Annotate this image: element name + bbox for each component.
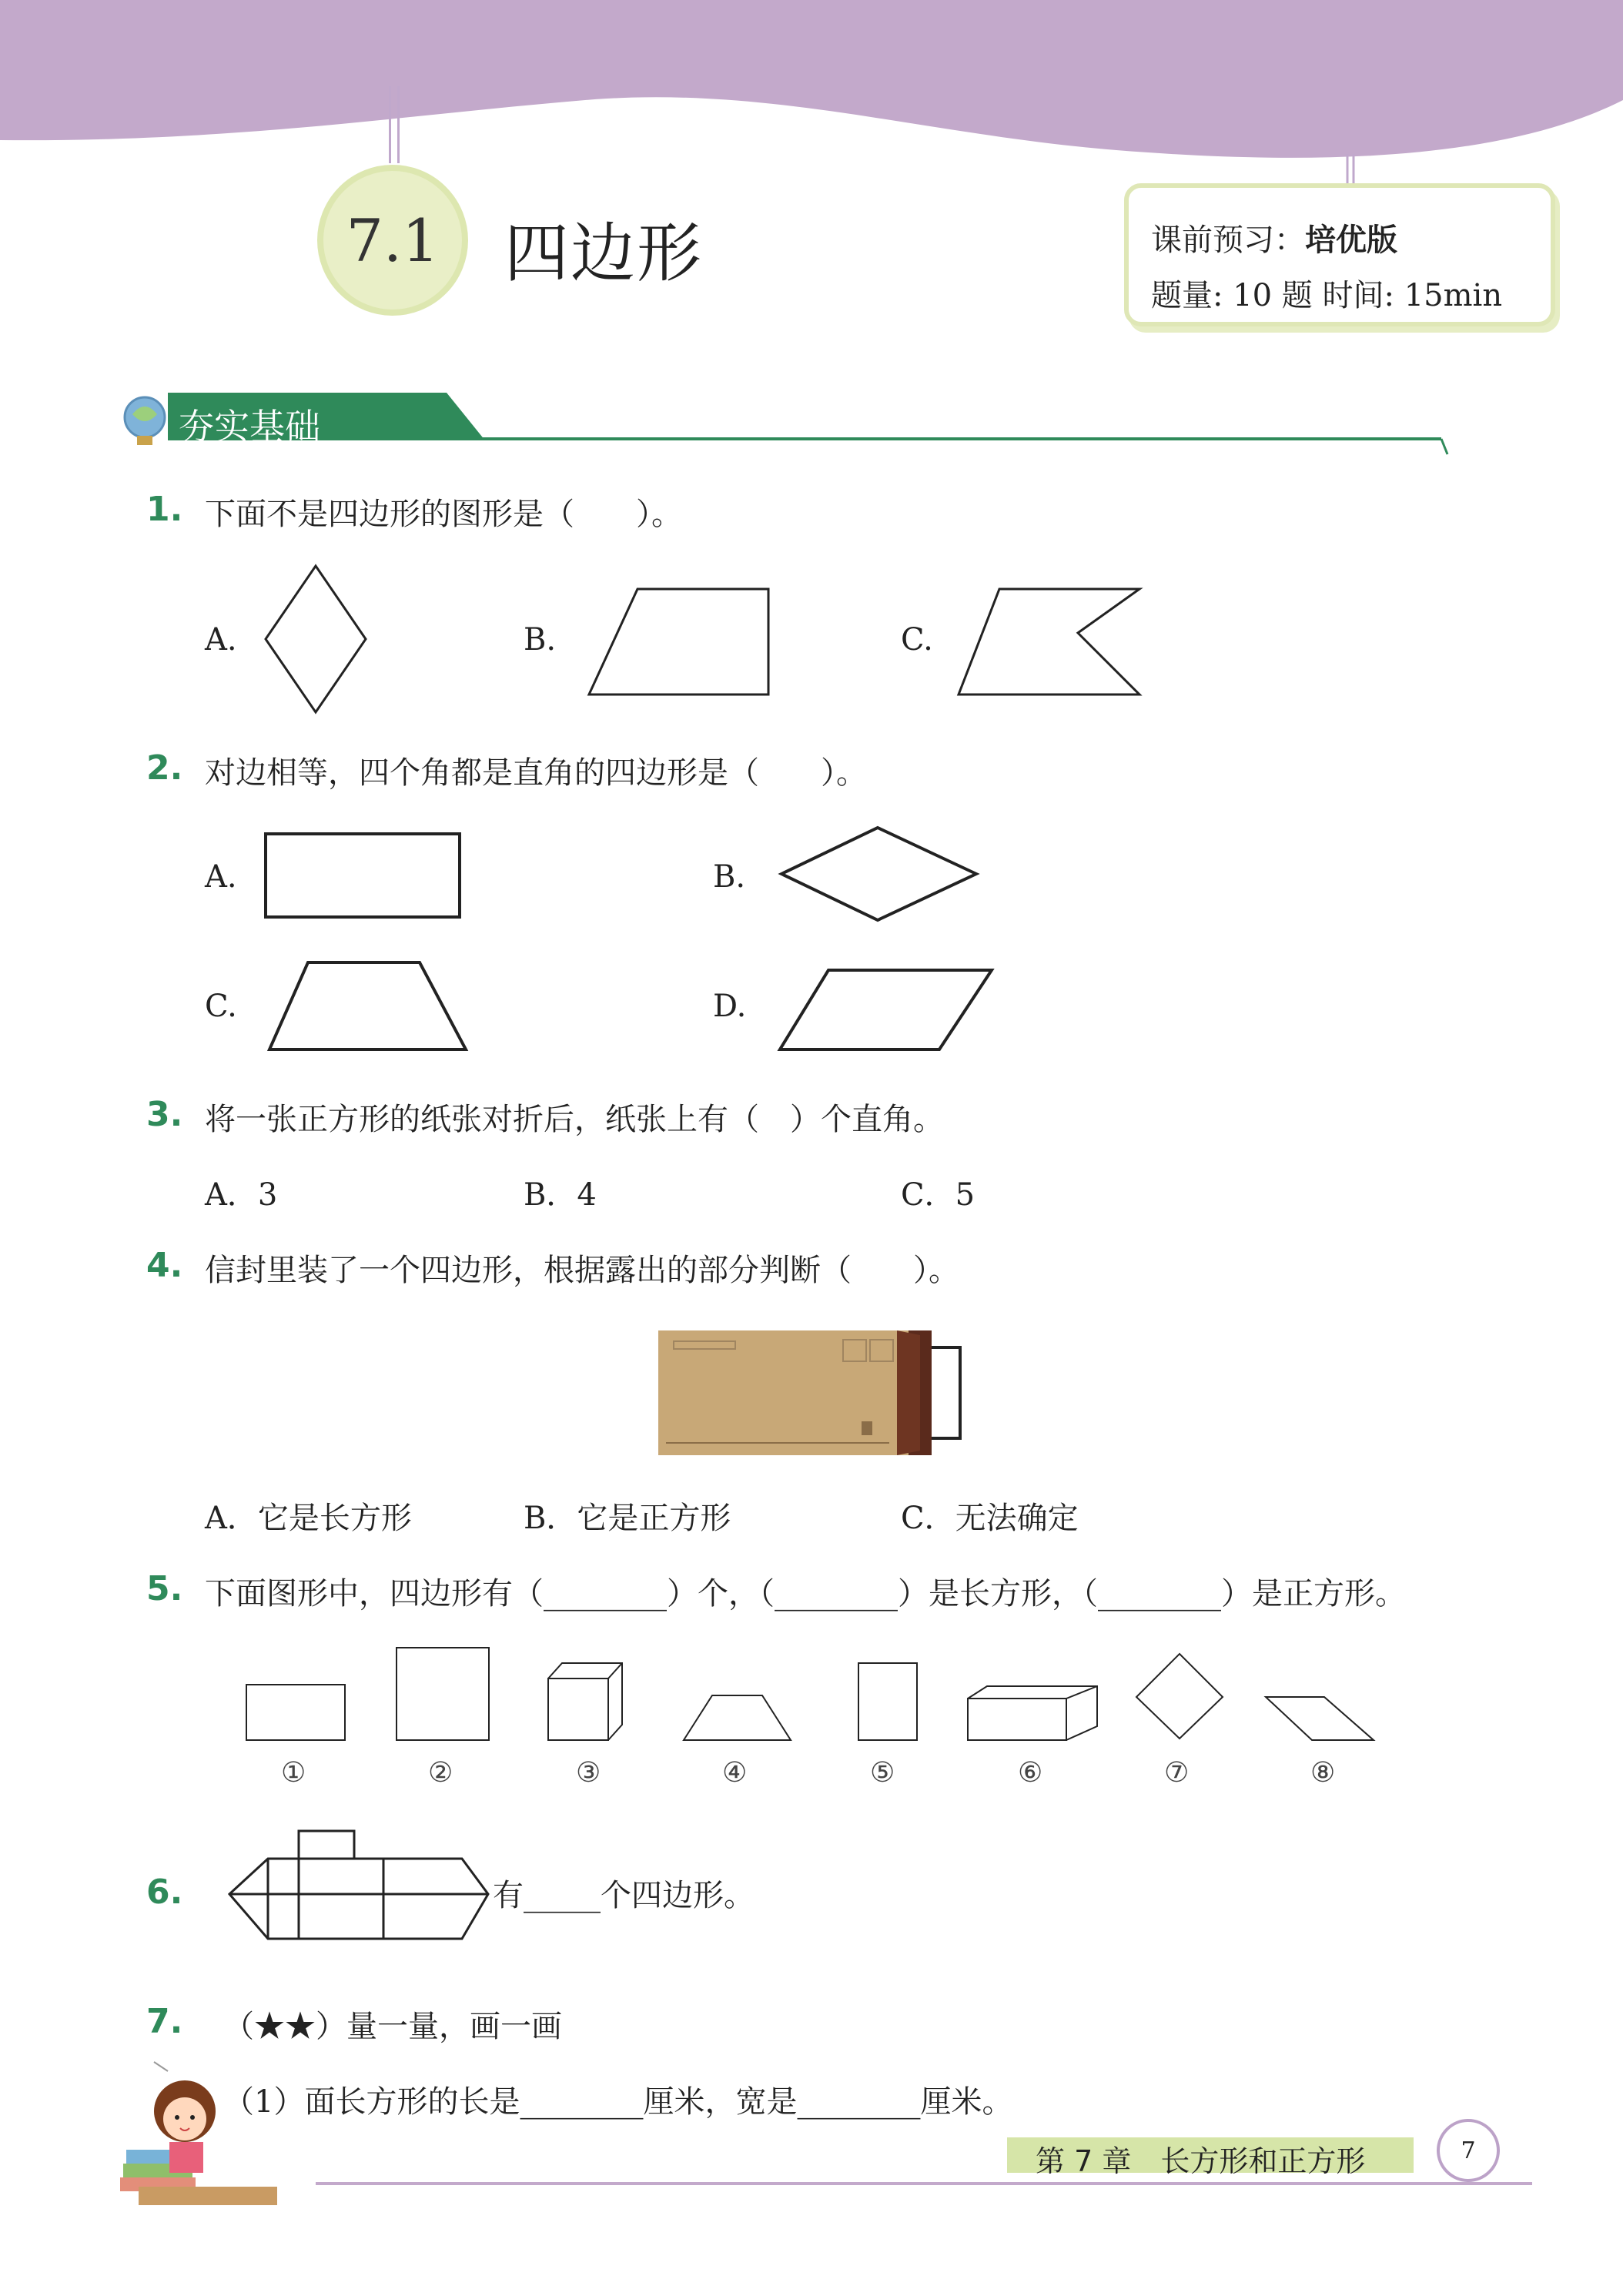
question-number: 5. — [146, 1569, 183, 1608]
option-label: C. — [205, 989, 237, 1024]
shapes-row — [231, 1640, 1386, 1748]
question-number: 2. — [146, 748, 183, 788]
question-text: 对边相等，四个角都是直角的四边形是（ ）。 — [205, 755, 867, 791]
option-label: C. — [901, 622, 933, 658]
option-label: C．5 — [901, 1177, 975, 1213]
rhombus-wide-shape — [778, 824, 986, 924]
rhombus-shape — [262, 562, 370, 716]
shape-label: ⑤ — [870, 1757, 895, 1789]
chapter-badge — [317, 165, 468, 316]
footer-rule — [316, 2182, 1532, 2185]
section-label: 夯实基础 — [179, 406, 320, 447]
page-number-badge — [1437, 2119, 1500, 2182]
option-label: D. — [713, 989, 747, 1024]
shape-label: ④ — [722, 1757, 748, 1789]
shape-label: ③ — [576, 1757, 601, 1789]
option-label: B. — [713, 859, 746, 895]
question-text: 下面不是四边形的图形是（ ）。 — [205, 497, 682, 532]
shape-label: ① — [281, 1757, 306, 1789]
sub-question-text: （1）面长方形的长是________厘米，宽是________厘米。 — [223, 2084, 1013, 2120]
shape-label: ⑦ — [1164, 1757, 1190, 1789]
question-number: 3. — [146, 1095, 183, 1134]
question-text: （★★）量一量，画一画 — [223, 2009, 562, 2044]
question-text: 将一张正方形的纸张对折后，纸张上有（ ）个直角。 — [205, 1102, 944, 1137]
rectangle-shape — [262, 830, 470, 922]
parallelogram-shape — [776, 966, 999, 1055]
info-line: 题量: 10 题 时间: 15min — [1151, 278, 1503, 313]
section-banner — [123, 391, 1447, 460]
option-label: A. — [205, 859, 237, 895]
question-number: 4. — [146, 1246, 183, 1285]
option-label: C．无法确定 — [901, 1501, 1079, 1536]
trapezoid-shape — [266, 959, 474, 1055]
preview-label: 课前预习： — [1151, 223, 1305, 258]
preview-line — [1151, 216, 1397, 259]
question-number: 6. — [146, 1873, 183, 1912]
option-label: A．它是长方形 — [205, 1501, 412, 1536]
footer-chapter: 第 7 章 长方形和正方形 — [1036, 2144, 1366, 2178]
option-label: B．4 — [524, 1177, 597, 1213]
option-label: B. — [524, 622, 557, 658]
question-number: 7. — [146, 2002, 183, 2041]
trapezoid-shape — [585, 585, 778, 701]
page-number: 7 — [1461, 2137, 1476, 2164]
shape-label: ② — [428, 1757, 453, 1789]
option-label: A. — [205, 622, 237, 658]
question-text: 下面图形中，四边形有（________）个，（________）是长方形，（________）是正方形。 — [205, 1576, 1406, 1612]
option-label: B．它是正方形 — [524, 1501, 731, 1536]
page-title: 四边形 — [504, 216, 704, 291]
arrow-notch-shape — [955, 585, 1147, 701]
preview-level: 培优版 — [1305, 223, 1397, 258]
option-label: A．3 — [205, 1177, 278, 1213]
shape-label: ⑧ — [1310, 1757, 1336, 1789]
chapter-number: 7.1 — [346, 206, 440, 275]
question-text: 有_____个四边形。 — [493, 1878, 755, 1913]
composite-figure — [222, 1825, 491, 1956]
shape-label: ⑥ — [1018, 1757, 1043, 1789]
question-number: 1. — [146, 490, 183, 529]
mascot-girl-illustration — [108, 2048, 323, 2210]
question-text: 信封里装了一个四边形，根据露出的部分判断（ ）。 — [205, 1253, 959, 1288]
envelope-image — [658, 1330, 966, 1461]
badge-hanger — [389, 86, 400, 163]
header-wave — [0, 0, 1623, 185]
